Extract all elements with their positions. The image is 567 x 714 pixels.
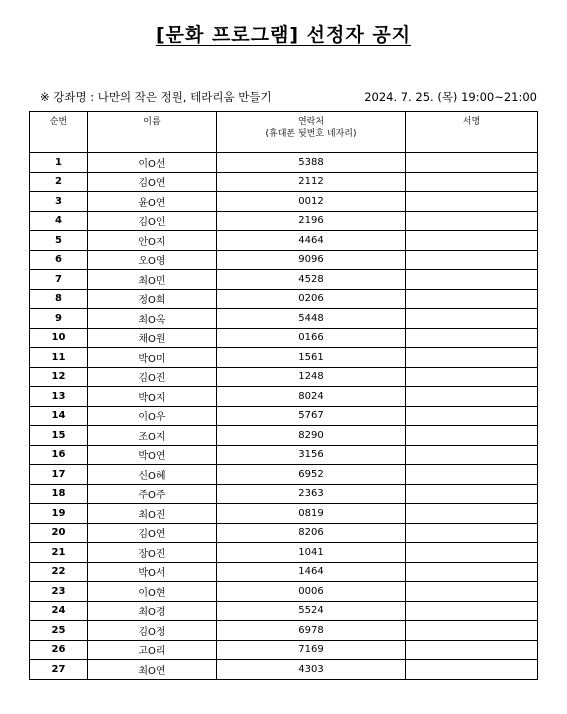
row-name: 박O지	[88, 387, 217, 407]
header-contact-line2: (휴대폰 뒷번호 네자리)	[265, 129, 357, 139]
row-number: 17	[30, 465, 88, 485]
row-contact: 0206	[217, 289, 406, 309]
row-contact: 4464	[217, 231, 406, 251]
row-contact: 1561	[217, 348, 406, 368]
row-contact: 0006	[217, 582, 406, 602]
row-number: 4	[30, 211, 88, 231]
header-sign: 서명	[406, 112, 538, 153]
table-row	[30, 250, 538, 270]
row-contact: 9096	[217, 250, 406, 270]
row-name: 박O미	[88, 348, 217, 368]
row-name: 박O서	[88, 562, 217, 582]
row-signature	[406, 211, 538, 231]
row-signature	[406, 328, 538, 348]
table-row	[30, 289, 538, 309]
table-row	[30, 465, 538, 485]
table-row	[30, 445, 538, 465]
row-name: 이O선	[88, 153, 217, 173]
row-number: 15	[30, 426, 88, 446]
table-row	[30, 660, 538, 680]
row-number: 7	[30, 270, 88, 290]
row-name: 최O민	[88, 270, 217, 290]
row-contact: 2196	[217, 211, 406, 231]
course-name: ※ 강좌명 : 나만의 작은 정원, 테라리움 만들기	[40, 90, 272, 104]
row-contact: 3156	[217, 445, 406, 465]
row-number: 24	[30, 601, 88, 621]
row-contact: 6952	[217, 465, 406, 485]
header-contact-line1: 연락처	[297, 117, 325, 127]
row-number: 10	[30, 328, 88, 348]
row-number: 21	[30, 543, 88, 563]
table-body	[30, 153, 538, 680]
row-number: 5	[30, 231, 88, 251]
row-number: 27	[30, 660, 88, 680]
row-signature	[406, 406, 538, 426]
row-signature	[406, 367, 538, 387]
table-row	[30, 348, 538, 368]
row-signature	[406, 640, 538, 660]
row-contact: 4528	[217, 270, 406, 290]
table-row	[30, 231, 538, 251]
row-name: 주O주	[88, 484, 217, 504]
row-contact: 1464	[217, 562, 406, 582]
row-contact: 5524	[217, 601, 406, 621]
row-contact: 0166	[217, 328, 406, 348]
row-contact: 2112	[217, 172, 406, 192]
table-row	[30, 484, 538, 504]
table-row	[30, 426, 538, 446]
row-name: 김O인	[88, 211, 217, 231]
row-name: 채O원	[88, 328, 217, 348]
row-signature	[406, 621, 538, 641]
row-name: 김O진	[88, 367, 217, 387]
table-row	[30, 367, 538, 387]
page-title	[0, 20, 567, 47]
course-info-line	[40, 89, 537, 105]
row-name: 장O진	[88, 543, 217, 563]
row-name: 최O연	[88, 660, 217, 680]
row-signature	[406, 523, 538, 543]
table-row	[30, 406, 538, 426]
row-signature	[406, 504, 538, 524]
table-header-row	[30, 112, 538, 153]
row-contact: 8024	[217, 387, 406, 407]
row-signature	[406, 445, 538, 465]
row-signature	[406, 484, 538, 504]
row-signature	[406, 465, 538, 485]
row-contact: 2363	[217, 484, 406, 504]
row-name: 정O희	[88, 289, 217, 309]
row-name: 오O영	[88, 250, 217, 270]
row-signature	[406, 192, 538, 212]
row-signature	[406, 601, 538, 621]
row-number: 8	[30, 289, 88, 309]
row-contact: 8290	[217, 426, 406, 446]
row-name: 안O지	[88, 231, 217, 251]
row-number: 19	[30, 504, 88, 524]
row-contact: 1041	[217, 543, 406, 563]
row-signature	[406, 387, 538, 407]
row-number: 23	[30, 582, 88, 602]
row-name: 박O연	[88, 445, 217, 465]
table-row	[30, 192, 538, 212]
row-number: 26	[30, 640, 88, 660]
course-datetime: 2024. 7. 25. (목) 19:00~21:00	[364, 90, 537, 104]
row-number: 11	[30, 348, 88, 368]
selection-table	[29, 111, 538, 680]
row-signature	[406, 426, 538, 446]
row-contact: 5767	[217, 406, 406, 426]
row-name: 김O정	[88, 621, 217, 641]
row-name: 고O리	[88, 640, 217, 660]
row-number: 20	[30, 523, 88, 543]
row-number: 1	[30, 153, 88, 173]
row-name: 이O현	[88, 582, 217, 602]
row-contact: 0012	[217, 192, 406, 212]
row-name: 이O우	[88, 406, 217, 426]
row-signature	[406, 172, 538, 192]
row-contact: 5388	[217, 153, 406, 173]
table-row	[30, 582, 538, 602]
row-contact: 7169	[217, 640, 406, 660]
row-number: 9	[30, 309, 88, 329]
row-number: 6	[30, 250, 88, 270]
table-row	[30, 309, 538, 329]
row-name: 김O연	[88, 172, 217, 192]
row-signature	[406, 250, 538, 270]
table-row	[30, 172, 538, 192]
row-number: 25	[30, 621, 88, 641]
row-number: 16	[30, 445, 88, 465]
table-row	[30, 523, 538, 543]
row-number: 13	[30, 387, 88, 407]
row-signature	[406, 562, 538, 582]
table-row	[30, 153, 538, 173]
table-row	[30, 621, 538, 641]
table-row	[30, 543, 538, 563]
table-row	[30, 387, 538, 407]
row-name: 조O지	[88, 426, 217, 446]
row-number: 14	[30, 406, 88, 426]
table-row	[30, 328, 538, 348]
table-row	[30, 270, 538, 290]
header-no: 순번	[30, 112, 88, 153]
row-contact: 8206	[217, 523, 406, 543]
table-row	[30, 562, 538, 582]
row-signature	[406, 153, 538, 173]
row-name: 최O옥	[88, 309, 217, 329]
row-number: 18	[30, 484, 88, 504]
row-contact: 4303	[217, 660, 406, 680]
table-row	[30, 504, 538, 524]
row-contact: 1248	[217, 367, 406, 387]
header-contact	[217, 112, 406, 153]
row-contact: 5448	[217, 309, 406, 329]
row-name: 신O혜	[88, 465, 217, 485]
row-contact: 6978	[217, 621, 406, 641]
row-number: 2	[30, 172, 88, 192]
row-signature	[406, 231, 538, 251]
row-number: 3	[30, 192, 88, 212]
row-signature	[406, 309, 538, 329]
row-signature	[406, 289, 538, 309]
page-title-text: [문화 프로그램] 선정자 공지	[155, 24, 412, 46]
row-name: 윤O연	[88, 192, 217, 212]
row-signature	[406, 543, 538, 563]
row-signature	[406, 348, 538, 368]
row-number: 12	[30, 367, 88, 387]
table-row	[30, 601, 538, 621]
row-name: 최O진	[88, 504, 217, 524]
row-name: 김O연	[88, 523, 217, 543]
row-signature	[406, 582, 538, 602]
row-contact: 0819	[217, 504, 406, 524]
header-name: 이름	[88, 112, 217, 153]
row-number: 22	[30, 562, 88, 582]
table-row	[30, 640, 538, 660]
table-row	[30, 211, 538, 231]
row-signature	[406, 270, 538, 290]
row-name: 최O경	[88, 601, 217, 621]
row-signature	[406, 660, 538, 680]
